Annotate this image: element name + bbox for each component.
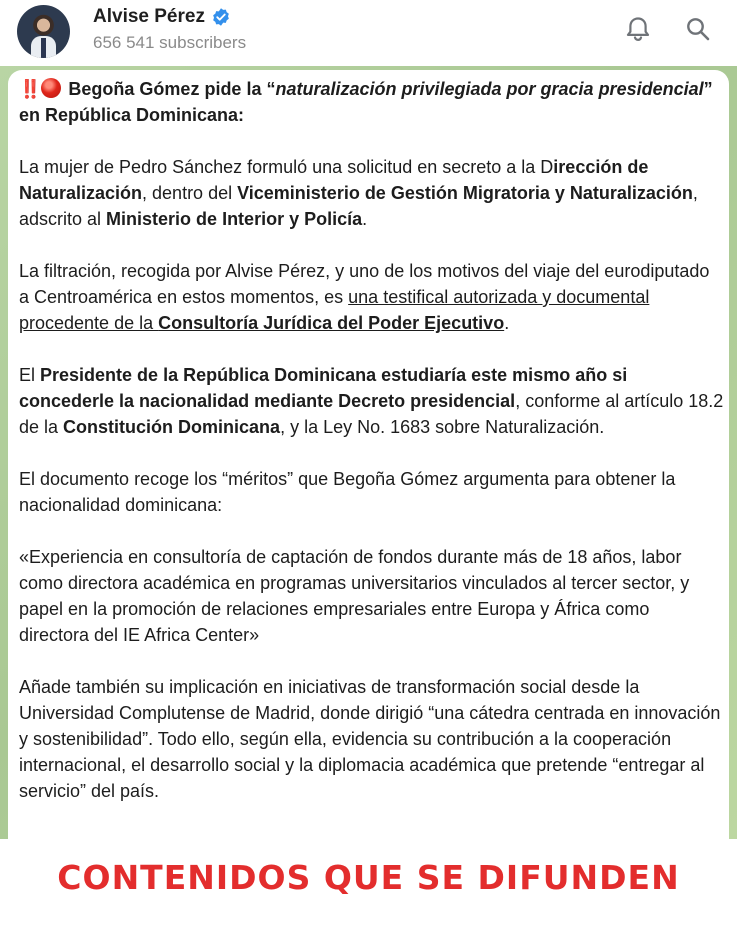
subscriber-count: 656 541 subscribers [93,33,247,52]
red-circle-icon [41,78,61,98]
p2-text-d: . [504,313,510,333]
banner-caption: CONTENIDOS QUE SE DIFUNDEN [57,858,680,897]
p2-underline-b: una testifical autorizada y documental procedente de la [19,287,650,333]
channel-header [0,0,737,66]
p1-text-c: , dentro del [142,183,238,203]
title-emphasis: naturalización privilegiada por gracia presidencial [275,79,704,99]
p1-text-e: , adscrito al [19,183,698,229]
double-exclamation-icon: ‼️ [19,79,40,99]
p3-text-a: El [19,365,41,385]
p2-bold-c: Consultoría Jurídica del Poder Ejecutivo [158,313,505,333]
avatar-tie [41,38,46,58]
verified-badge-icon [211,7,231,27]
search-icon[interactable] [683,14,713,44]
paragraph-6: Añade también su implicación en iniciativas de transformación social desde la Universidad Complutense de Madrid, donde dirigió “una cátedra centrada en innovación y sostenibilidad”. Todo ello, según ella, evidencia su contribución a la cooperación internacional, el desarrollo social y la diplomacia académica que pretende “entregar al servicio” del país. [19,677,721,801]
paragraph-4: El documento recoge los “méritos” que Begoña Gómez argumenta para obtener la nacionalidad dominicana: [19,469,676,515]
title-prefix: Begoña Gómez pide la “ [63,79,276,99]
p3-text-c: , conforme al artículo 18.2 de la [19,391,724,437]
channel-name-row[interactable] [93,6,231,28]
p1-text-a: La mujer de Pedro Sánchez formuló una solicitud en secreto a la D [19,157,554,177]
paragraph-1 [19,154,724,232]
paragraph-5-quote: «Experiencia en consultoría de captación de fondos durante más de 18 años, labor como directora académica en programas universitarios vinculados al tercer sector, y papel en la promoción de relaciones empresariales entre Europa y África como directora del IE Africa Center» [19,547,690,645]
p3-bold-b: Presidente de la República Dominicana estudiaría este mismo año si concederle la nacionalidad mediante Decreto presidencial [19,365,628,411]
p1-bold-d: Viceministerio de Gestión Migratoria y Naturalización [237,183,693,203]
message-text [19,76,724,830]
message-title [19,76,724,128]
p3-bold-d: Constitución Dominicana [63,417,281,437]
bell-icon[interactable] [623,14,653,44]
title-suffix: ” en República Dominicana: [19,79,713,125]
p3-text-e: , y la Ley No. 1683 sobre Naturalización. [280,417,605,437]
avatar[interactable] [17,5,70,58]
p1-text-g: . [362,209,368,229]
paragraph-2 [19,258,724,336]
channel-name[interactable]: Alvise Pérez [93,6,205,27]
paragraph-3 [19,362,724,440]
p1-bold-b: irección de Naturalización [19,157,649,203]
p1-bold-f: Ministerio de Interior y Policía [106,209,363,229]
p2-text-a: La filtración, recogida por Alvise Pérez, y uno de los motivos del viaje del eurodiputado a Centroamérica en estos momentos, es [19,261,710,307]
